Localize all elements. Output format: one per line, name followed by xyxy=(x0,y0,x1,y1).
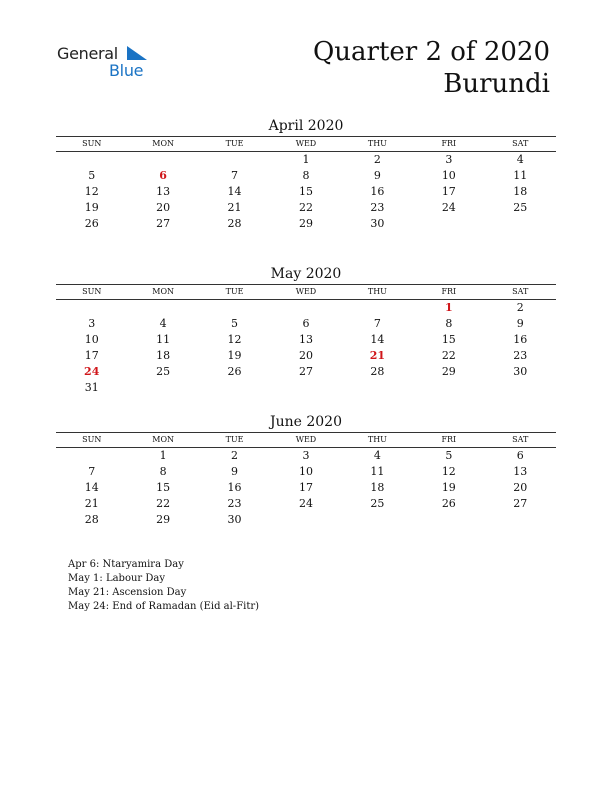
month-title: April 2020 xyxy=(268,118,344,134)
day-cell: 2 xyxy=(373,153,381,166)
day-cell xyxy=(127,152,198,168)
generalblue-logo xyxy=(57,44,157,84)
day-cell: 26 xyxy=(227,365,242,378)
weekday-label: SAT xyxy=(512,435,529,444)
day-cell xyxy=(413,512,484,528)
day-cell: 23 xyxy=(227,497,242,510)
weekday-label: TUE xyxy=(225,435,244,444)
day-cell xyxy=(342,512,413,528)
day-cell: 27 xyxy=(298,365,313,378)
week-row xyxy=(56,480,556,496)
day-cell: 9 xyxy=(231,465,239,478)
day-cell xyxy=(56,152,127,168)
week-row xyxy=(56,380,556,396)
holiday-note: Apr 6: Ntaryamira Day xyxy=(68,559,184,570)
week-row xyxy=(56,348,556,364)
day-cell: 13 xyxy=(513,465,528,478)
day-cell: 27 xyxy=(513,497,528,510)
day-cell: 7 xyxy=(231,169,239,182)
day-cell: 20 xyxy=(298,349,313,362)
day-cell: 12 xyxy=(441,465,456,478)
day-cell: 17 xyxy=(84,349,99,362)
weekday-label: SUN xyxy=(82,287,102,296)
day-cell: 27 xyxy=(156,217,171,230)
weekday-label: TUE xyxy=(225,139,244,148)
day-cell: 2 xyxy=(231,449,239,462)
day-cell xyxy=(485,512,556,528)
day-cell: 16 xyxy=(513,333,528,346)
day-cell xyxy=(199,300,270,316)
weekday-label: SAT xyxy=(512,287,529,296)
day-cell xyxy=(342,300,413,316)
weekday-header xyxy=(56,284,556,300)
week-row xyxy=(56,316,556,332)
weekday-label: FRI xyxy=(441,435,457,444)
week-row xyxy=(56,332,556,348)
day-cell: 12 xyxy=(227,333,242,346)
day-cell: 22 xyxy=(156,497,171,510)
day-cell: 29 xyxy=(298,217,313,230)
title-block xyxy=(313,36,550,100)
day-cell: 10 xyxy=(441,169,456,182)
day-cell: 19 xyxy=(441,481,456,494)
week-row xyxy=(56,184,556,200)
day-cell: 13 xyxy=(156,185,171,198)
day-cell: 29 xyxy=(156,513,171,526)
day-cell xyxy=(413,380,484,396)
week-row xyxy=(56,512,556,528)
day-cell: 14 xyxy=(227,185,242,198)
weekday-label: THU xyxy=(367,139,387,148)
day-cell: 21 xyxy=(227,201,242,214)
day-cell: 10 xyxy=(84,333,99,346)
day-cell: 18 xyxy=(370,481,385,494)
day-cell: 7 xyxy=(373,317,381,330)
day-cell: 9 xyxy=(373,169,381,182)
day-cell: 5 xyxy=(231,317,239,330)
day-cell xyxy=(413,216,484,232)
month-june xyxy=(56,412,556,528)
day-cell: 24 xyxy=(441,201,456,214)
holiday-note: May 1: Labour Day xyxy=(68,573,165,584)
day-cell: 31 xyxy=(84,381,99,394)
day-cell: 11 xyxy=(513,169,528,182)
day-cell: 28 xyxy=(227,217,242,230)
logo-general-text: General xyxy=(57,44,118,63)
day-cell: 30 xyxy=(513,365,528,378)
day-cell: 11 xyxy=(156,333,171,346)
day-cell: 2 xyxy=(516,301,524,314)
weekday-label: FRI xyxy=(441,139,457,148)
logo-blue-text: Blue xyxy=(109,61,144,80)
week-row xyxy=(56,168,556,184)
weekday-label: SAT xyxy=(512,139,529,148)
day-cell: 10 xyxy=(298,465,313,478)
weekday-label: WED xyxy=(295,139,317,148)
day-cell: 19 xyxy=(227,349,242,362)
day-cell: 22 xyxy=(298,201,313,214)
day-cell: 15 xyxy=(298,185,313,198)
weekday-label: MON xyxy=(152,139,174,148)
day-cell: 19 xyxy=(84,201,99,214)
day-cell xyxy=(127,380,198,396)
week-row xyxy=(56,496,556,512)
day-cell: 26 xyxy=(441,497,456,510)
day-cell: 24 xyxy=(84,365,100,378)
day-cell: 17 xyxy=(298,481,313,494)
day-cell: 25 xyxy=(513,201,528,214)
weekday-label: MON xyxy=(152,435,174,444)
month-april xyxy=(56,116,556,232)
day-cell xyxy=(342,380,413,396)
day-cell: 1 xyxy=(302,153,310,166)
week-row xyxy=(56,464,556,480)
holiday-note: May 24: End of Ramadan (Eid al-Fitr) xyxy=(68,601,260,612)
day-cell: 6 xyxy=(516,449,524,462)
weekday-label: SUN xyxy=(82,435,102,444)
day-cell xyxy=(56,448,127,464)
day-cell: 16 xyxy=(227,481,242,494)
day-cell: 22 xyxy=(441,349,456,362)
weekday-label: WED xyxy=(295,435,317,444)
weekday-header xyxy=(56,136,556,152)
day-cell: 4 xyxy=(373,449,381,462)
day-cell: 6 xyxy=(302,317,310,330)
day-cell: 9 xyxy=(516,317,524,330)
weekday-label: WED xyxy=(295,287,317,296)
day-cell xyxy=(270,380,341,396)
day-cell: 4 xyxy=(159,317,167,330)
day-cell: 28 xyxy=(370,365,385,378)
day-cell: 28 xyxy=(84,513,99,526)
weekday-label: THU xyxy=(367,287,387,296)
day-cell: 18 xyxy=(156,349,171,362)
week-row xyxy=(56,152,556,168)
weekday-label: FRI xyxy=(441,287,457,296)
day-cell: 11 xyxy=(370,465,385,478)
day-cell xyxy=(199,380,270,396)
day-cell: 29 xyxy=(441,365,456,378)
country-title: Burundi xyxy=(443,69,550,99)
day-cell: 23 xyxy=(370,201,385,214)
day-cell: 3 xyxy=(302,449,310,462)
weekday-label: TUE xyxy=(225,287,244,296)
day-cell xyxy=(270,512,341,528)
month-title: June 2020 xyxy=(269,414,342,430)
day-cell: 23 xyxy=(513,349,528,362)
weekday-label: SUN xyxy=(82,139,102,148)
day-cell: 30 xyxy=(370,217,385,230)
day-cell xyxy=(199,152,270,168)
day-cell: 5 xyxy=(88,169,96,182)
day-cell: 12 xyxy=(84,185,99,198)
quarter-title: Quarter 2 of 2020 xyxy=(312,37,550,67)
month-may xyxy=(56,264,556,396)
weekday-label: MON xyxy=(152,287,174,296)
day-cell: 26 xyxy=(84,217,99,230)
day-cell: 5 xyxy=(445,449,453,462)
day-cell: 8 xyxy=(445,317,453,330)
day-cell: 7 xyxy=(88,465,96,478)
day-cell: 3 xyxy=(88,317,96,330)
day-cell xyxy=(270,300,341,316)
day-cell: 21 xyxy=(369,349,386,362)
weekday-label: THU xyxy=(367,435,387,444)
week-row xyxy=(56,216,556,232)
day-cell: 14 xyxy=(370,333,385,346)
week-row xyxy=(56,448,556,464)
week-row xyxy=(56,200,556,216)
day-cell: 1 xyxy=(159,449,167,462)
day-cell: 13 xyxy=(298,333,313,346)
day-cell: 4 xyxy=(516,153,524,166)
day-cell: 25 xyxy=(370,497,385,510)
month-title: May 2020 xyxy=(270,266,342,282)
holiday-note: May 21: Ascension Day xyxy=(68,587,187,598)
day-cell: 15 xyxy=(156,481,171,494)
day-cell xyxy=(127,300,198,316)
day-cell: 30 xyxy=(227,513,242,526)
day-cell: 1 xyxy=(444,301,453,314)
day-cell: 17 xyxy=(441,185,456,198)
day-cell: 14 xyxy=(84,481,99,494)
day-cell: 3 xyxy=(445,153,453,166)
holiday-notes xyxy=(68,558,259,614)
day-cell: 16 xyxy=(370,185,385,198)
day-cell: 21 xyxy=(84,497,99,510)
day-cell: 20 xyxy=(513,481,528,494)
day-cell: 20 xyxy=(156,201,171,214)
day-cell xyxy=(56,300,127,316)
day-cell: 6 xyxy=(159,169,167,182)
day-cell: 18 xyxy=(513,185,528,198)
day-cell: 25 xyxy=(156,365,171,378)
weekday-header xyxy=(56,432,556,448)
week-row xyxy=(56,364,556,380)
day-cell xyxy=(485,216,556,232)
day-cell xyxy=(485,380,556,396)
day-cell: 8 xyxy=(302,169,310,182)
day-cell: 8 xyxy=(159,465,167,478)
week-row xyxy=(56,300,556,316)
day-cell: 15 xyxy=(441,333,456,346)
day-cell: 24 xyxy=(298,497,313,510)
logo-triangle-icon xyxy=(127,46,147,60)
